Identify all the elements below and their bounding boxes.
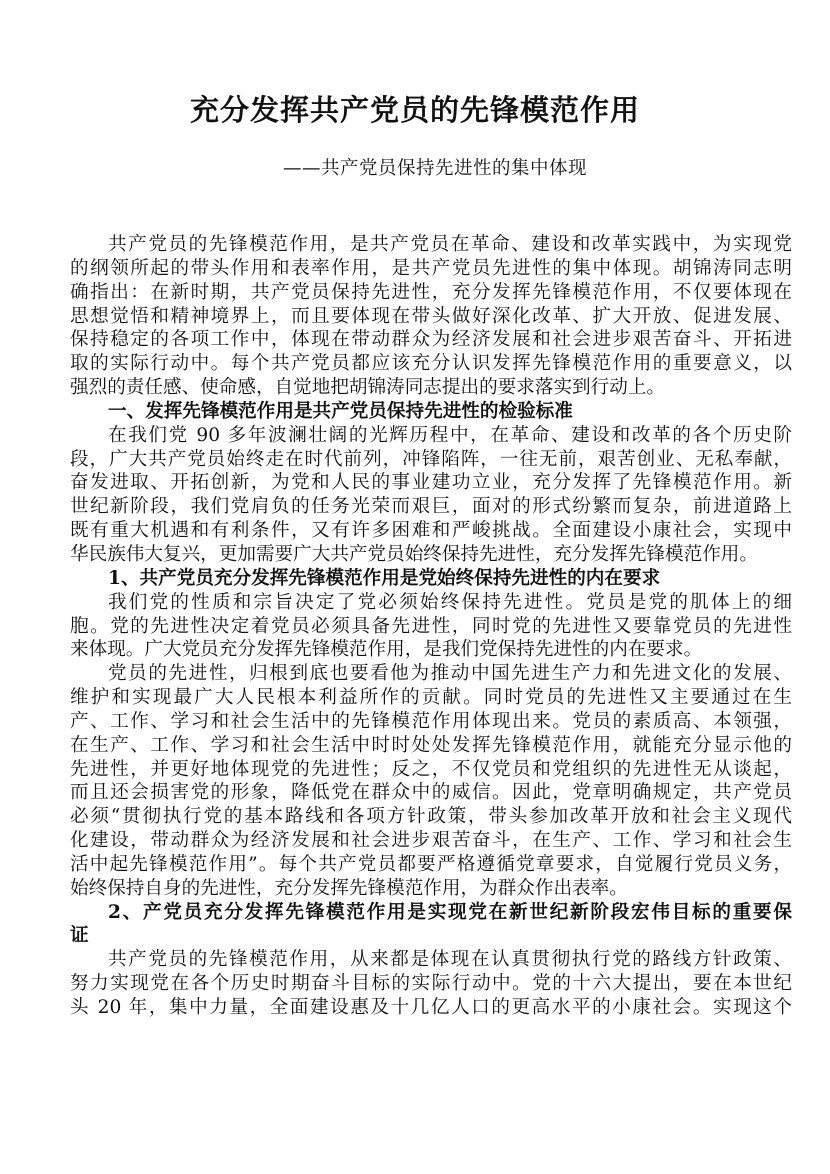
paragraph [70,591,792,663]
text-line: 先进性，并更好地体现党的先进性；反之，不仅党员和党组织的先进性无从谈起， [70,758,792,780]
text-line: 党员的先进性，归根到底也要看他为推动中国先进生产力和先进文化的发展、 [108,663,792,685]
section-heading [70,567,792,591]
text-line: 思想觉悟和精神境界上，而且要体现在带头做好深化改革、扩大开放、促进发展、 [70,305,792,327]
text-line: 确指出：在新时期，共产党员保持先进性，充分发挥先锋模范作用，不仅要体现在 [70,281,792,303]
text-line: 在我们党 90 多年波澜壮阔的光辉历程中，在革命、建设和改革的各个历史阶 [108,424,792,446]
text-line: 取的实际行动中。每个共产党员都应该充分认识发挥先锋模范作用的重要意义，以 [70,353,792,375]
text-line: 华民族伟大复兴，更加需要广大共产党员始终保持先进性，充分发挥先锋模范作用。 [70,543,758,565]
document-title: 充分发挥共产党员的先锋模范作用 [189,93,640,127]
text-line: 努力实现党在各个历史时期奋斗目标的实际行动中。党的十六大提出，要在本世纪 [70,973,792,995]
text-line: 共产党员的先锋模范作用，从来都是体现在认真贯彻执行党的路线方针政策、 [108,949,792,971]
section-heading [70,901,792,949]
document-body [70,233,792,1020]
section-heading [70,400,792,424]
text-line: 必须“贯彻执行党的基本路线和各项方针政策，带头参加改革开放和社会主义现代 [70,806,792,828]
text-line: 产、工作、学习和社会生活中的先锋模范作用体现出来。党员的素质高、本领强， [70,710,792,732]
text-line: 胞。党的先进性决定着党员必须具备先进性，同时党的先进性又要靠党员的先进性 [70,615,792,637]
text-line: 我们党的性质和宗旨决定了党必须始终保持先进性。党员是党的肌体上的细 [108,591,792,613]
text-line: 既有重大机遇和有利条件，又有许多困难和严峻挑战。全面建设小康社会，实现中 [70,520,792,542]
text-line: 来体现。广大党员充分发挥先锋模范作用，是我们党保持先进性的内在要求。 [70,639,703,661]
paragraph [70,662,792,900]
text-line: 共产党员的先锋模范作用，是共产党员在革命、建设和改革实践中，为实现党 [108,234,792,255]
text-line: 一、发挥先锋模范作用是共产党员保持先进性的检验标准 [108,400,573,422]
text-line: 活中起先锋模范作用”。每个共产党员都要严格遵循党章要求，自觉履行党员义务， [70,853,792,875]
paragraph [70,233,792,400]
text-line: 世纪新阶段，我们党肩负的任务光荣而艰巨，面对的形式纷繁而复杂，前进道路上 [70,496,792,518]
document-subtitle: ——共产党员保持先进性的集中体现 [283,158,588,179]
text-line: 始终保持自身的先进性，充分发挥先锋模范作用，为群众作出表率。 [70,877,628,899]
text-line: 在生产、工作、学习和社会生活中时时处处发挥先锋模范作用，就能充分显示他的 [70,734,792,756]
text-line: 奋发进取、开拓创新，为党和人民的事业建功立业，充分发挥了先锋模范作用。新 [70,472,792,494]
text-line: 强烈的责任感、使命感，自觉地把胡锦涛同志提出的要求落实到行动上。 [70,377,666,399]
text-line: 头 20 年，集中力量，全面建设惠及十几亿人口的更高水平的小康社会。实现这个 [70,997,792,1018]
text-line: 证 [70,925,89,947]
text-line: 维护和实现最广大人民根本利益所作的贡献。同时党员的先进性又主要通过在生 [70,687,792,709]
text-line: 化建设，带动群众为经济发展和社会进步艰苦奋斗，在生产、工作、学习和社会生 [70,830,792,852]
text-line: 1、共产党员充分发挥先锋模范作用是党始终保持先进性的内在要求 [108,567,661,589]
text-line: 而且还会损害党的形象，降低党在群众中的威信。因此，党章明确规定，共产党员 [70,782,792,804]
text-line: 2、产党员充分发挥先锋模范作用是实现党在新世纪新阶段宏伟目标的重要保 [108,901,792,923]
paragraph [70,424,792,567]
text-line: 段，广大共产党员始终走在时代前列，冲锋陷阵，一往无前，艰苦创业、无私奉献， [70,448,792,470]
text-line: 保持稳定的各项工作中，体现在带动群众为经济发展和社会进步艰苦奋斗、开拓进 [70,329,792,351]
text-line: 的纲领所起的带头作用和表率作用，是共产党员先进性的集中体现。胡锦涛同志明 [70,257,792,279]
paragraph [70,948,792,1020]
